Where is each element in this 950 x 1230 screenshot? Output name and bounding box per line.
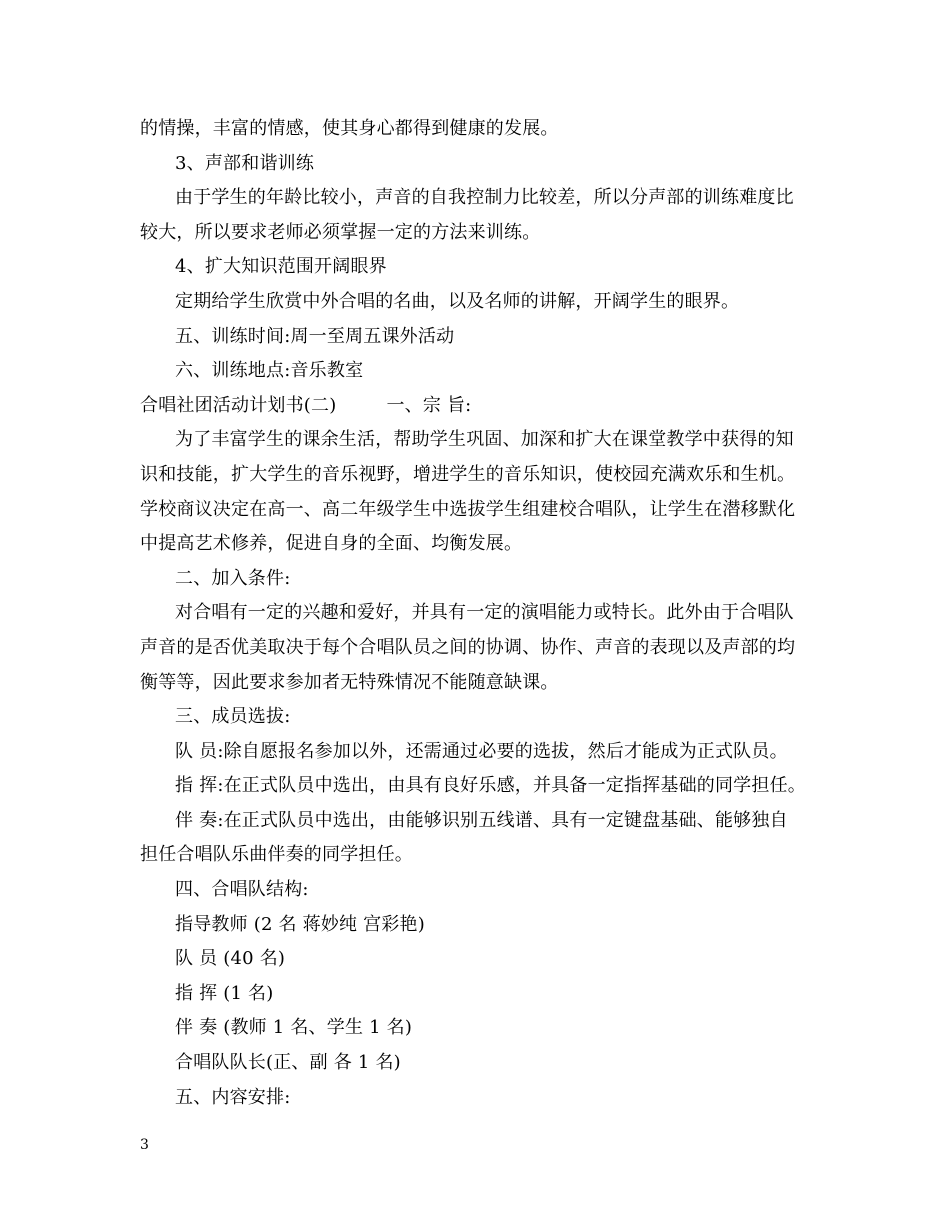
text-line: 合唱队队长(正、副 各 1 名) xyxy=(175,1052,401,1074)
text-line: 衡等等，因此要求参加者无特殊情况不能随意缺课。 xyxy=(140,671,559,693)
document-body xyxy=(140,112,812,1115)
section-heading: 二、加入条件: xyxy=(175,567,291,589)
text-line: 队 员:除自愿报名参加以外，还需通过必要的选拔，然后才能成为正式队员。 xyxy=(175,740,788,762)
section-heading: 六、训练地点:音乐教室 xyxy=(175,360,364,382)
text-line: 较大，所以要求老师必须掌握一定的方法来训练。 xyxy=(140,221,541,243)
text-line: 担任合唱队乐曲伴奏的同学担任。 xyxy=(140,844,413,866)
text-line: 伴 奏 (教师 1 名、学生 1 名) xyxy=(175,1017,413,1039)
text-line: 指 挥:在正式队员中选出，由具有良好乐感，并具备一定指挥基础的同学担任。 xyxy=(175,775,806,797)
section-heading: 一、宗 旨: xyxy=(386,394,472,416)
text-line: 对合唱有一定的兴趣和爱好，并具有一定的演唱能力或特长。此外由于合唱队 xyxy=(175,602,794,624)
text-line: 学校商议决定在高一、高二年级学生中选拔学生组建校合唱队，让学生在潜移默化 xyxy=(140,498,796,520)
section-heading: 四、合唱队结构: xyxy=(175,879,309,901)
text-line: 为了丰富学生的课余生活，帮助学生巩固、加深和扩大在课堂教学中获得的知 xyxy=(175,429,794,451)
text-line: 指 挥 (1 名) xyxy=(175,982,274,1004)
section-heading: 3、声部和谐训练 xyxy=(175,152,315,174)
section-heading: 三、成员选拔: xyxy=(175,706,291,728)
section-heading: 五、内容安排: xyxy=(175,1086,291,1108)
text-line: 伴 奏:在正式队员中选出，由能够识别五线谱、具有一定键盘基础、能够独自 xyxy=(175,809,788,831)
text-line: 识和技能，扩大学生的音乐视野，增进学生的音乐知识，使校园充满欢乐和生机。 xyxy=(140,463,796,485)
text-line: 定期给学生欣赏中外合唱的名曲，以及名师的讲解，开阔学生的眼界。 xyxy=(175,290,740,312)
text-line: 声音的是否优美取决于每个合唱队员之间的协调、协作、声音的表现以及声部的均 xyxy=(140,636,796,658)
title-line xyxy=(140,389,812,424)
section-heading: 4、扩大知识范围开阔眼界 xyxy=(175,256,387,278)
document-title: 合唱社团活动计划书(二) xyxy=(140,394,337,416)
text-line: 中提高艺术修养，促进自身的全面、均衡发展。 xyxy=(140,533,523,555)
text-line: 队 员 (40 名) xyxy=(175,948,286,970)
text-line: 的情操，丰富的情感，使其身心都得到健康的发展。 xyxy=(140,118,559,139)
page-number: 3 xyxy=(140,1137,149,1153)
section-heading: 五、训练时间:周一至周五课外活动 xyxy=(175,325,455,347)
text-line: 由于学生的年龄比较小，声音的自我控制力比较差，所以分声部的训练难度比 xyxy=(175,187,794,209)
text-line: 指导教师 (2 名 蒋妙纯 宫彩艳) xyxy=(175,913,425,935)
